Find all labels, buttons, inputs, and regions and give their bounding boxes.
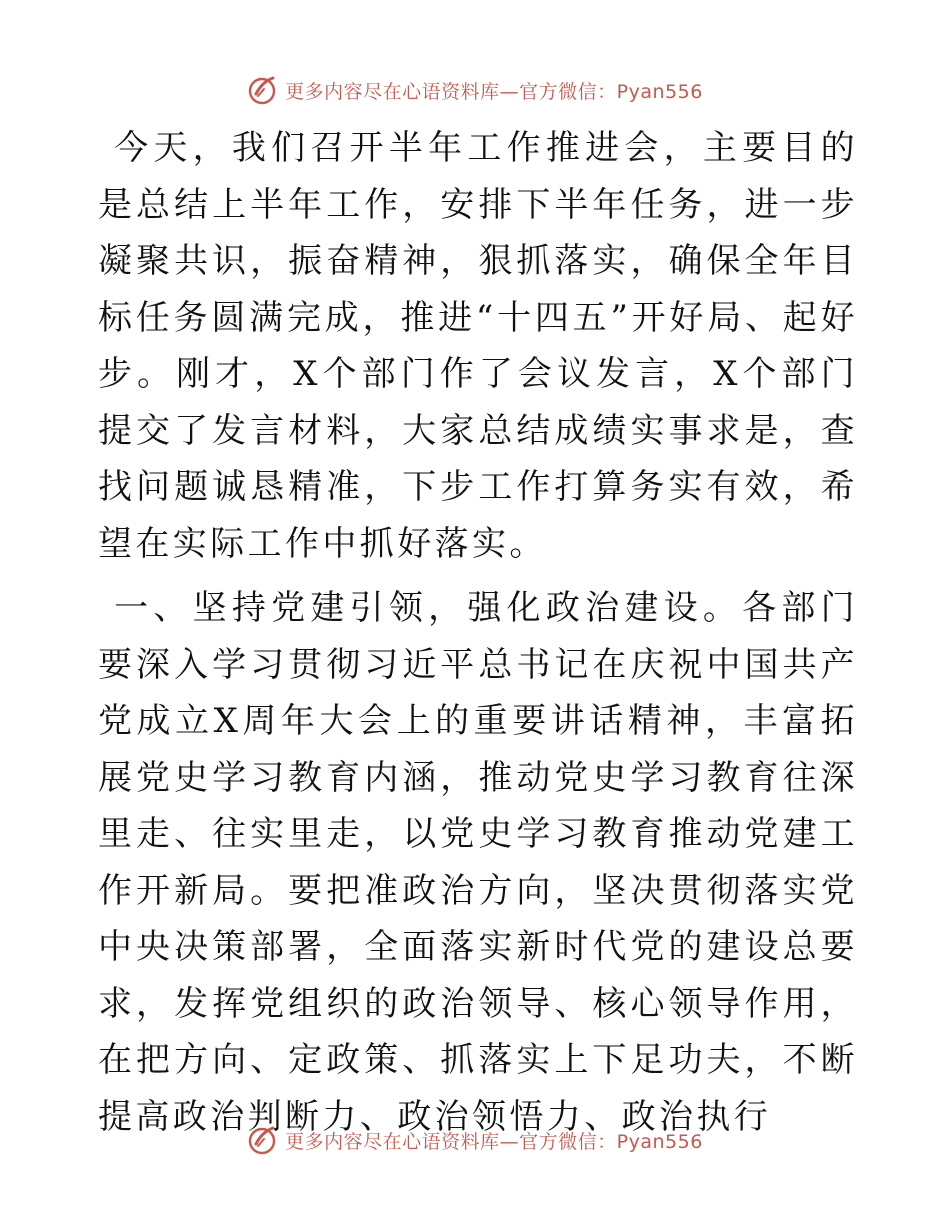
library-logo-icon (247, 74, 279, 106)
header-watermark-text: 更多内容尽在心语资料库—官方微信：Pyan556 (285, 80, 703, 103)
header-watermark-banner (0, 72, 950, 108)
paragraph-section-one: 一、坚持党建引领，强化政治建设。各部门要深入学习贯彻习近平总书记在庆祝中国共产党成立X周年大会上的重要讲话精神，丰富拓展党史学习教育内涵，推动党史学习教育往深里走、往实里走，以党史学习教育推动党建工作开新局。要把准政治方向，坚决贯彻落实党中央决策部署，全面落实新时代党的建设总要求，发挥党组织的政治领导、核心领导作用，在把方向、定政策、抓落实上下足功夫，不断提高政治判断力、政治领悟力、政治执行 (98, 588, 858, 1137)
footer-watermark-banner (0, 1122, 950, 1158)
document-body (98, 120, 858, 1153)
library-logo-icon (247, 1124, 279, 1156)
footer-watermark-text: 更多内容尽在心语资料库—官方微信：Pyan556 (285, 1130, 703, 1153)
paragraph-intro: 今天，我们召开半年工作推进会，主要目的是总结上半年工作，安排下半年任务，进一步凝聚共识，振奋精神，狠抓落实，确保全年目标任务圆满完成，推进“十四五”开好局、起好步。刚才，X个部门作了会议发言，X个部门提交了发言材料，大家总结成绩实事求是，查找问题诚恳精准，下步工作打算务实有效，希望在实际工作中抓好落实。 (98, 128, 858, 564)
